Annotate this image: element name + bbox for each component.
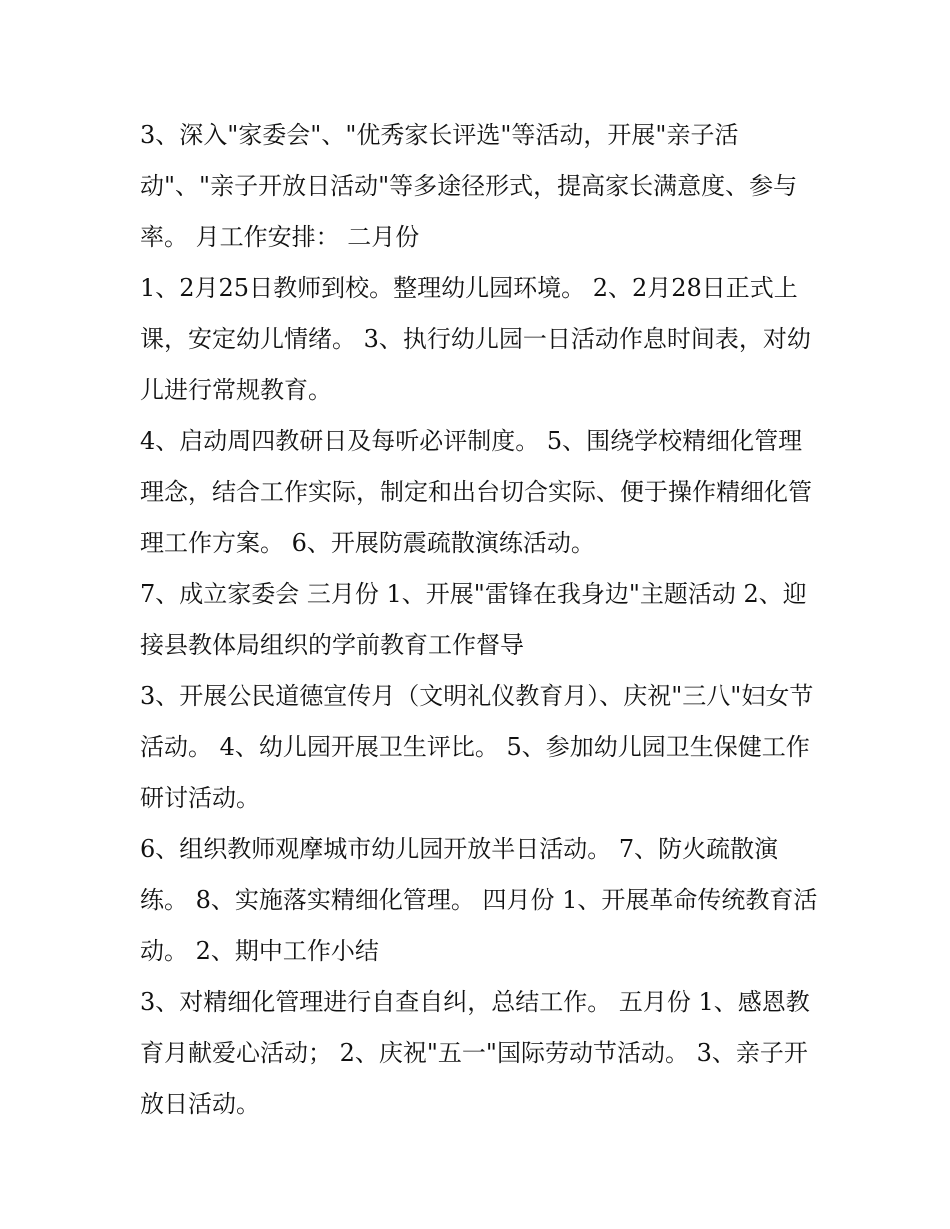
document-body	[140, 110, 820, 1130]
paragraph-1: 3、深入"家委会"、"优秀家长评选"等活动，开展"亲子活动"、"亲子开放日活动"等多途径形式，提高家长满意度、参与率。 月工作安排： 二月份	[140, 121, 798, 251]
paragraph-7: 3、对精细化管理进行自查自纠，总结工作。 五月份 1、感恩教育月献爱心活动； 2、庆祝"五一"国际劳动节活动。 3、亲子开放日活动。	[140, 988, 810, 1118]
paragraph-4: 7、成立家委会 三月份 1、开展"雷锋在我身边"主题活动 2、迎接县教体局组织的学前教育工作督导	[140, 580, 807, 659]
paragraph-3: 4、启动周四教研日及每听必评制度。 5、围绕学校精细化管理理念，结合工作实际，制定和出台切合实际、便于操作精细化管理工作方案。 6、开展防震疏散演练活动。	[140, 427, 812, 557]
paragraph-5: 3、开展公民道德宣传月（文明礼仪教育月）、庆祝"三八"妇女节活动。 4、幼儿园开展卫生评比。 5、参加幼儿园卫生保健工作研讨活动。	[140, 682, 814, 812]
paragraph-6: 6、组织教师观摩城市幼儿园开放半日活动。 7、防火疏散演练。 8、实施落实精细化管理。 四月份 1、开展革命传统教育活动。 2、期中工作小结	[140, 835, 818, 965]
paragraph-2: 1、2月25日教师到校。整理幼儿园环境。 2、2月28日正式上课，安定幼儿情绪。 3、执行幼儿园一日活动作息时间表，对幼儿进行常规教育。	[140, 274, 811, 404]
